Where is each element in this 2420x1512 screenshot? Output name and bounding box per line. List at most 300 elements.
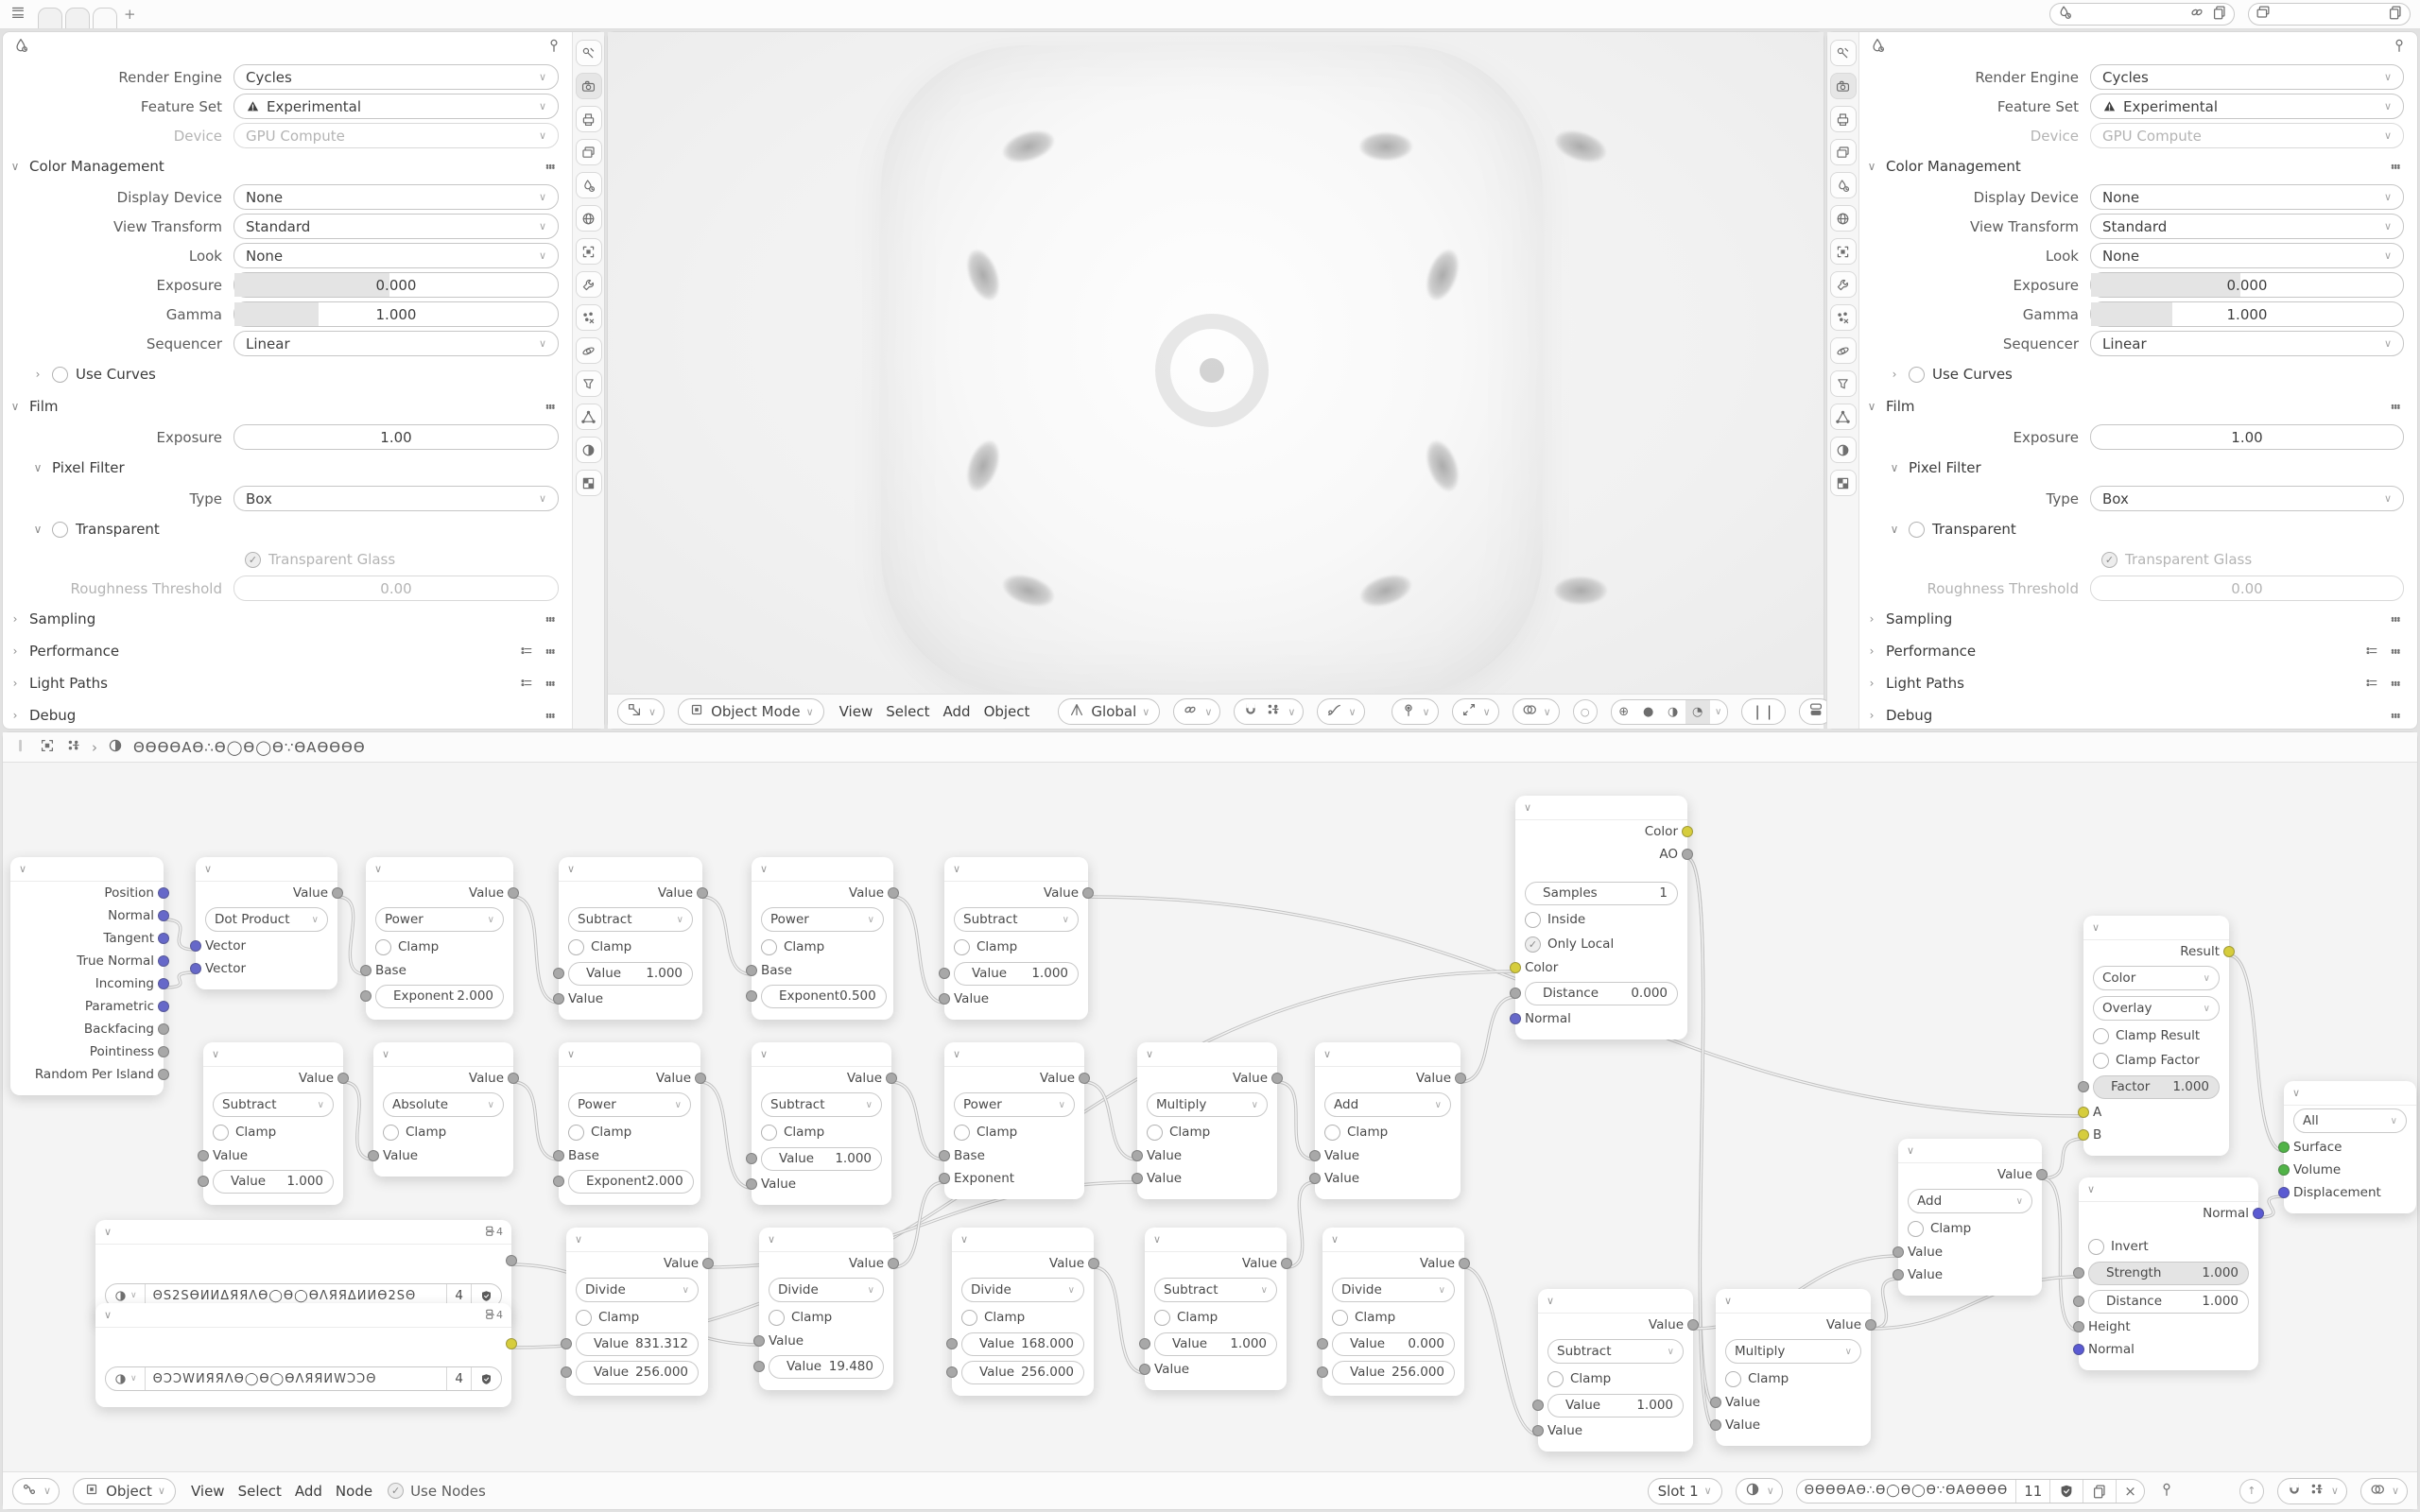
node-checkbox-clamp[interactable]: Clamp bbox=[568, 1125, 631, 1141]
socket-in[interactable] bbox=[190, 963, 201, 974]
collapse-icon[interactable]: ∨ bbox=[204, 863, 213, 875]
node-operation-dropdown[interactable]: Multiply ∨ bbox=[1147, 1092, 1268, 1117]
node-pow2[interactable] bbox=[752, 857, 893, 1020]
dropdown-type[interactable] bbox=[233, 486, 559, 511]
node-operation-dropdown[interactable]: Add ∨ bbox=[1908, 1189, 2032, 1213]
properties-tab-world[interactable] bbox=[576, 205, 602, 232]
socket-in[interactable] bbox=[553, 993, 564, 1005]
section-film[interactable] bbox=[9, 390, 559, 422]
node-value-field-value[interactable]: Value 831.312 bbox=[576, 1332, 699, 1356]
disclosure-triangle[interactable]: › bbox=[1869, 677, 1875, 690]
node-value-field-value[interactable]: Value 256.000 bbox=[961, 1361, 1084, 1384]
node-header[interactable] bbox=[373, 1042, 513, 1067]
properties-tab-object[interactable] bbox=[1830, 238, 1857, 265]
properties-tab-view-layer[interactable] bbox=[1830, 139, 1857, 165]
socket-out[interactable] bbox=[2036, 1169, 2048, 1180]
node-mix[interactable] bbox=[2083, 916, 2229, 1156]
node-operation-dropdown[interactable]: Power ∨ bbox=[761, 907, 884, 932]
properties-tab-texture[interactable] bbox=[1830, 470, 1857, 496]
section-light-paths[interactable] bbox=[9, 667, 559, 699]
value-field-exposure[interactable] bbox=[233, 424, 559, 450]
node-header[interactable] bbox=[95, 1220, 511, 1245]
dropdown-type[interactable] bbox=[2090, 486, 2404, 511]
scene-selector[interactable] bbox=[2049, 3, 2235, 26]
node-operation-dropdown[interactable]: Subtract ∨ bbox=[213, 1092, 334, 1117]
section-performance[interactable] bbox=[1865, 635, 2404, 667]
node-header[interactable] bbox=[559, 1042, 700, 1067]
socket-in[interactable] bbox=[553, 1176, 564, 1187]
socket-in[interactable] bbox=[939, 1173, 950, 1184]
dropdown-feature-set[interactable] bbox=[2090, 94, 2404, 119]
value-field-roughness-threshold[interactable] bbox=[2090, 576, 2404, 601]
node-header[interactable] bbox=[2079, 1177, 2258, 1202]
new-scene-icon[interactable] bbox=[2211, 4, 2228, 25]
socket-out[interactable] bbox=[1682, 849, 1693, 860]
socket-in[interactable] bbox=[2073, 1267, 2084, 1279]
collapse-icon[interactable]: ∨ bbox=[1331, 1233, 1340, 1246]
socket-out[interactable] bbox=[508, 1073, 519, 1084]
shading-material-button[interactable]: ◑ bbox=[1668, 704, 1679, 719]
node-header[interactable] bbox=[2284, 1081, 2416, 1106]
section-use-curves[interactable] bbox=[9, 358, 559, 390]
section-performance[interactable] bbox=[9, 635, 559, 667]
node-value-field-value[interactable]: Value 1.000 bbox=[761, 1147, 882, 1171]
pin-icon[interactable] bbox=[2158, 1481, 2175, 1502]
socket-in[interactable] bbox=[1139, 1364, 1150, 1375]
app-menu-icon[interactable] bbox=[9, 4, 26, 25]
node-value-field-exponent[interactable]: Exponent 2.000 bbox=[568, 1170, 694, 1194]
socket-out[interactable] bbox=[1687, 1319, 1699, 1331]
node-checkbox-clamp-factor[interactable]: Clamp Factor bbox=[2093, 1053, 2200, 1069]
node-header[interactable] bbox=[1538, 1289, 1693, 1314]
socket-in[interactable] bbox=[753, 1335, 765, 1347]
node-sub5[interactable] bbox=[1145, 1228, 1287, 1390]
disclosure-triangle[interactable]: › bbox=[12, 709, 18, 722]
node-operation-dropdown[interactable]: Multiply ∨ bbox=[1725, 1339, 1861, 1364]
socket-out[interactable] bbox=[702, 1258, 714, 1269]
viewport-menu-object[interactable]: Object bbox=[983, 703, 1030, 720]
socket-out[interactable] bbox=[332, 887, 343, 899]
dropdown-view-transform[interactable] bbox=[233, 214, 559, 239]
region-handle-icon[interactable] bbox=[12, 737, 29, 758]
properties-tab-view-layer[interactable] bbox=[576, 139, 602, 165]
dropdown-look[interactable] bbox=[233, 243, 559, 268]
properties-tab-modifiers[interactable] bbox=[576, 271, 602, 298]
value-field-gamma[interactable] bbox=[2090, 301, 2404, 327]
use-nodes-checkbox[interactable]: ✓ bbox=[388, 1483, 404, 1499]
node-header[interactable] bbox=[196, 857, 337, 882]
section-color-management[interactable] bbox=[1865, 150, 2404, 182]
properties-tab-particles[interactable] bbox=[576, 304, 602, 331]
socket-out[interactable] bbox=[337, 1073, 349, 1084]
checkbox-use-curves[interactable] bbox=[1909, 367, 1925, 383]
socket-in[interactable] bbox=[561, 1338, 572, 1349]
node-checkbox-clamp[interactable]: Clamp bbox=[1908, 1221, 1971, 1237]
properties-tab-scene[interactable] bbox=[1830, 172, 1857, 198]
node-output[interactable] bbox=[2284, 1081, 2416, 1213]
overlays-dropdown[interactable]: ∨ bbox=[1452, 698, 1499, 725]
socket-in[interactable] bbox=[561, 1366, 572, 1378]
node-pow4[interactable] bbox=[944, 1042, 1084, 1199]
check-row-transparent-glass[interactable] bbox=[9, 545, 559, 574]
socket-out[interactable] bbox=[506, 1338, 517, 1349]
socket-in[interactable] bbox=[198, 1176, 209, 1187]
unlink-material-button[interactable]: × bbox=[2124, 1482, 2136, 1500]
socket-in[interactable] bbox=[1893, 1269, 1904, 1280]
node-div3[interactable] bbox=[952, 1228, 1094, 1396]
disclosure-triangle[interactable]: ∨ bbox=[1867, 400, 1876, 413]
node-add1[interactable] bbox=[1315, 1042, 1461, 1199]
socket-in[interactable] bbox=[2073, 1296, 2084, 1307]
node-header[interactable] bbox=[366, 857, 513, 882]
socket-in[interactable] bbox=[1139, 1338, 1150, 1349]
node-operation-dropdown[interactable]: All ∨ bbox=[2293, 1108, 2407, 1133]
properties-tab-physics[interactable] bbox=[576, 337, 602, 364]
node-operation-dropdown[interactable]: Subtract ∨ bbox=[761, 1092, 882, 1117]
node-value-field-value[interactable]: Value 256.000 bbox=[576, 1361, 699, 1384]
socket-in[interactable] bbox=[1510, 1013, 1521, 1024]
value-field-exposure[interactable] bbox=[2090, 424, 2404, 450]
node-abs[interactable] bbox=[373, 1042, 513, 1177]
fake-user-shield-button[interactable] bbox=[472, 1367, 501, 1390]
collapse-icon[interactable]: ∨ bbox=[2092, 921, 2100, 934]
node-value-field-factor[interactable]: Factor 1.000 bbox=[2093, 1075, 2220, 1099]
socket-in[interactable] bbox=[2078, 1107, 2089, 1118]
workspace-tab-2[interactable] bbox=[65, 8, 90, 28]
node-checkbox-only-local[interactable]: ✓ Only Local bbox=[1525, 936, 1614, 953]
dropdown-device[interactable] bbox=[2090, 123, 2404, 148]
shading-solid-button[interactable]: ● bbox=[1643, 704, 1654, 719]
socket-in[interactable] bbox=[939, 1150, 950, 1161]
node-header[interactable] bbox=[95, 1303, 511, 1328]
disclosure-triangle[interactable]: › bbox=[12, 677, 18, 690]
node-header[interactable] bbox=[566, 1228, 708, 1252]
node-value-field-value[interactable]: Value 1.000 bbox=[568, 962, 693, 986]
collapse-icon[interactable]: ∨ bbox=[212, 1048, 220, 1060]
socket-in[interactable] bbox=[746, 965, 757, 976]
collapse-icon[interactable]: ∨ bbox=[2087, 1183, 2096, 1195]
fake-user-shield-button[interactable] bbox=[2050, 1480, 2083, 1503]
collapse-icon[interactable]: ∨ bbox=[953, 1048, 961, 1060]
node-value-field-value[interactable]: Value 1.000 bbox=[213, 1170, 334, 1194]
value-field-exposure[interactable] bbox=[2090, 272, 2404, 298]
node-value-field-value[interactable]: Value 1.000 bbox=[1547, 1394, 1684, 1418]
node-checkbox-clamp[interactable]: Clamp bbox=[568, 939, 631, 955]
properties-tab-constraints[interactable] bbox=[576, 370, 602, 397]
properties-tab-physics[interactable] bbox=[1830, 337, 1857, 364]
properties-tab-scene[interactable] bbox=[576, 172, 602, 198]
node-sub3[interactable] bbox=[203, 1042, 343, 1205]
dropdown-sequencer[interactable] bbox=[2090, 331, 2404, 356]
node-header[interactable] bbox=[203, 1042, 343, 1067]
node-div2[interactable] bbox=[759, 1228, 893, 1390]
section-sampling[interactable] bbox=[1865, 603, 2404, 635]
snapping-dropdown[interactable]: ∨ bbox=[1173, 698, 1220, 725]
node-checkbox-clamp[interactable]: Clamp bbox=[375, 939, 439, 955]
collapse-icon[interactable]: ∨ bbox=[1323, 1048, 1332, 1060]
node-checkbox-clamp[interactable]: Clamp bbox=[1332, 1310, 1395, 1326]
node-header[interactable] bbox=[2083, 916, 2229, 940]
socket-out[interactable] bbox=[158, 910, 169, 921]
socket-out[interactable] bbox=[697, 887, 708, 899]
socket-out[interactable] bbox=[888, 1258, 899, 1269]
node-mul1[interactable] bbox=[1137, 1042, 1277, 1199]
properties-tab-tool[interactable] bbox=[1830, 40, 1857, 66]
collapse-icon[interactable]: ∨ bbox=[567, 863, 576, 875]
dropdown-render-engine[interactable] bbox=[2090, 64, 2404, 90]
dropdown-device[interactable] bbox=[233, 123, 559, 148]
material-slot-dropdown[interactable]: Slot 1 ∨ bbox=[1648, 1478, 1722, 1504]
node-value-field-value[interactable]: Value 0.000 bbox=[1332, 1332, 1455, 1356]
properties-tab-world[interactable] bbox=[1830, 205, 1857, 232]
socket-out[interactable] bbox=[1082, 887, 1094, 899]
node-operation-dropdown[interactable]: Color ∨ bbox=[2093, 966, 2220, 990]
properties-tab-tool[interactable] bbox=[576, 40, 602, 66]
socket-in[interactable] bbox=[190, 940, 201, 952]
node-operation-dropdown[interactable]: Divide ∨ bbox=[576, 1278, 699, 1302]
disclosure-triangle[interactable]: › bbox=[1869, 644, 1875, 658]
node-editor-menu-select[interactable]: Select bbox=[237, 1482, 282, 1500]
node-checkbox-clamp[interactable]: Clamp bbox=[769, 1310, 832, 1326]
section-film[interactable] bbox=[1865, 390, 2404, 422]
dropdown-feature-set[interactable] bbox=[233, 94, 559, 119]
node-pow3[interactable] bbox=[559, 1042, 700, 1205]
node-checkbox-clamp[interactable]: Clamp bbox=[1324, 1125, 1388, 1141]
shader-type-dropdown[interactable]: Object ∨ bbox=[73, 1478, 176, 1504]
socket-in[interactable] bbox=[2078, 1129, 2089, 1141]
properties-tab-render[interactable] bbox=[1830, 73, 1857, 99]
socket-in[interactable] bbox=[2073, 1344, 2084, 1355]
collapse-icon[interactable]: ∨ bbox=[382, 1048, 390, 1060]
node-operation-dropdown[interactable]: Add ∨ bbox=[1324, 1092, 1451, 1117]
browse-texture-button[interactable]: ∨ bbox=[106, 1284, 146, 1307]
value-field-gamma[interactable] bbox=[233, 301, 559, 327]
node-checkbox-clamp[interactable]: Clamp bbox=[213, 1125, 276, 1141]
transform-orientation-dropdown[interactable]: Global ∨ bbox=[1058, 698, 1160, 725]
shading-dropdown[interactable]: ∨ bbox=[1715, 706, 1722, 717]
node-bump[interactable] bbox=[2079, 1177, 2258, 1370]
section-pixel-filter[interactable] bbox=[1865, 452, 2404, 484]
node-header[interactable] bbox=[1145, 1228, 1287, 1252]
node-value-field-value[interactable]: Value 1.000 bbox=[954, 962, 1079, 986]
node-operation-dropdown[interactable]: Power ∨ bbox=[954, 1092, 1075, 1117]
value-field-roughness-threshold[interactable] bbox=[233, 576, 559, 601]
socket-in[interactable] bbox=[1710, 1419, 1721, 1431]
material-name-field[interactable]: ΘѲѲѲAѲ∴Ѳ◯Ѳ◯Ѳ∵ѲAѲѲѲѲ 11 × bbox=[1796, 1479, 2145, 1503]
socket-in[interactable] bbox=[2073, 1321, 2084, 1332]
collapse-icon[interactable]: ∨ bbox=[1547, 1295, 1555, 1307]
socket-out[interactable] bbox=[2253, 1208, 2264, 1219]
socket-in[interactable] bbox=[1309, 1150, 1321, 1161]
node-checkbox-clamp[interactable]: Clamp bbox=[1147, 1125, 1210, 1141]
editor-type-button[interactable]: ∨ bbox=[12, 1478, 60, 1504]
node-checkbox-clamp[interactable]: Clamp bbox=[954, 939, 1017, 955]
socket-out[interactable] bbox=[508, 887, 519, 899]
check-row-transparent-glass[interactable] bbox=[1865, 545, 2404, 574]
disclosure-triangle[interactable]: ∨ bbox=[1890, 523, 1899, 536]
node-header[interactable] bbox=[944, 857, 1088, 882]
disclosure-triangle[interactable]: ∨ bbox=[33, 523, 43, 536]
checkbox-use-curves[interactable] bbox=[52, 367, 68, 383]
disclosure-triangle[interactable]: ∨ bbox=[1890, 461, 1899, 474]
node-header[interactable] bbox=[759, 1228, 893, 1252]
node-value-field-value[interactable]: Value 256.000 bbox=[1332, 1361, 1455, 1384]
properties-tab-particles[interactable] bbox=[1830, 304, 1857, 331]
section-debug[interactable] bbox=[9, 699, 559, 731]
collapse-icon[interactable]: ∨ bbox=[1524, 801, 1532, 814]
shading-wireframe-button[interactable]: ⊕ bbox=[1618, 704, 1630, 719]
section-light-paths[interactable] bbox=[1865, 667, 2404, 699]
socket-in[interactable] bbox=[1532, 1425, 1544, 1436]
use-nodes-toggle[interactable]: ✓ Use Nodes bbox=[388, 1483, 486, 1500]
texture-name-field[interactable]: ∨ ΘЅ2ЅѲИИΔЯЯΛѲ◯Ѳ◯ѲΛЯЯΔИИѲ2ЅΘ 4 bbox=[105, 1283, 502, 1308]
socket-out[interactable] bbox=[1088, 1258, 1099, 1269]
socket-in[interactable] bbox=[746, 1153, 757, 1164]
collapse-icon[interactable]: ∨ bbox=[760, 863, 769, 875]
collapse-icon[interactable]: ∨ bbox=[2292, 1087, 2301, 1099]
node-operation-dropdown[interactable]: Divide ∨ bbox=[1332, 1278, 1455, 1302]
node-checkbox-clamp[interactable]: Clamp bbox=[761, 1125, 824, 1141]
viewport-menu-view[interactable]: View bbox=[838, 703, 873, 720]
node-operation-dropdown[interactable]: Subtract ∨ bbox=[954, 907, 1079, 932]
checkbox-transparent-glass[interactable]: ✓ bbox=[245, 552, 261, 568]
disclosure-triangle[interactable]: › bbox=[12, 612, 18, 626]
node-checkbox-clamp[interactable]: Clamp bbox=[383, 1125, 446, 1141]
browse-texture-button[interactable]: ∨ bbox=[106, 1367, 146, 1390]
disclosure-triangle[interactable]: ∨ bbox=[10, 160, 20, 173]
collapse-icon[interactable]: ∨ bbox=[760, 1048, 769, 1060]
node-header[interactable] bbox=[1322, 1228, 1464, 1252]
node-header[interactable] bbox=[1315, 1042, 1461, 1067]
pin-icon[interactable] bbox=[2391, 37, 2408, 58]
pause-render-button[interactable]: ❘❘ bbox=[1741, 698, 1786, 725]
disclosure-triangle[interactable]: ∨ bbox=[1867, 160, 1876, 173]
socket-in[interactable] bbox=[360, 990, 372, 1002]
section-pixel-filter[interactable] bbox=[9, 452, 559, 484]
node-value-field-exponent[interactable]: Exponent 0.500 bbox=[761, 985, 887, 1008]
collapse-icon[interactable]: ∨ bbox=[960, 1233, 969, 1246]
node-checkbox-clamp[interactable]: Clamp bbox=[961, 1310, 1025, 1326]
socket-in[interactable] bbox=[2078, 1081, 2089, 1092]
node-value-field-samples[interactable]: Samples 1 bbox=[1525, 882, 1678, 905]
node-checkbox-clamp-result[interactable]: Clamp Result bbox=[2093, 1028, 2200, 1044]
node-header[interactable] bbox=[752, 857, 893, 882]
dropdown-sequencer[interactable] bbox=[233, 331, 559, 356]
browse-material-button[interactable]: ∨ bbox=[1736, 1478, 1783, 1504]
socket-out[interactable] bbox=[1865, 1319, 1876, 1331]
socket-in[interactable] bbox=[1510, 988, 1521, 999]
socket-out[interactable] bbox=[1455, 1073, 1466, 1084]
node-operation-dropdown[interactable]: Dot Product ∨ bbox=[205, 907, 328, 932]
socket-out[interactable] bbox=[158, 933, 169, 944]
checkbox-transparent[interactable] bbox=[1909, 522, 1925, 538]
node-header[interactable] bbox=[952, 1228, 1094, 1252]
node-checkbox-clamp[interactable]: Clamp bbox=[1154, 1310, 1218, 1326]
socket-in[interactable] bbox=[360, 965, 372, 976]
node-header[interactable] bbox=[752, 1042, 891, 1067]
checkbox-transparent-glass[interactable]: ✓ bbox=[2101, 552, 2118, 568]
dropdown-render-engine[interactable] bbox=[233, 64, 559, 90]
value-field-exposure[interactable] bbox=[233, 272, 559, 298]
node-sub2[interactable] bbox=[944, 857, 1088, 1020]
node-value-field-distance[interactable]: Distance 1.000 bbox=[2088, 1290, 2249, 1314]
dropdown-display-device[interactable] bbox=[233, 184, 559, 210]
socket-in[interactable] bbox=[1510, 962, 1521, 973]
properties-tab-material[interactable] bbox=[1830, 437, 1857, 463]
socket-out[interactable] bbox=[158, 1001, 169, 1012]
material-users-count[interactable]: 11 bbox=[2016, 1480, 2050, 1503]
properties-tab-output[interactable] bbox=[576, 106, 602, 132]
shader-node-editor[interactable] bbox=[2, 731, 2418, 1510]
socket-in[interactable] bbox=[939, 968, 950, 979]
properties-tab-output[interactable] bbox=[1830, 106, 1857, 132]
disclosure-triangle[interactable]: › bbox=[1869, 612, 1875, 626]
node-geometry[interactable] bbox=[10, 857, 164, 1095]
node-operation-dropdown[interactable]: Subtract ∨ bbox=[1154, 1278, 1277, 1302]
node-div4[interactable] bbox=[1322, 1228, 1464, 1396]
node-value-field-distance[interactable]: Distance 0.000 bbox=[1525, 982, 1678, 1005]
disclosure-triangle[interactable]: ∨ bbox=[33, 461, 43, 474]
viewport-menu-add[interactable]: Add bbox=[942, 703, 971, 720]
node-mul2[interactable] bbox=[1716, 1289, 1871, 1446]
node-add2[interactable] bbox=[1898, 1139, 2042, 1296]
properties-tab-object[interactable] bbox=[576, 238, 602, 265]
node-value-field-value[interactable]: Value 168.000 bbox=[961, 1332, 1084, 1356]
node-header[interactable] bbox=[944, 1042, 1084, 1067]
socket-out[interactable] bbox=[158, 1046, 169, 1057]
socket-out[interactable] bbox=[1682, 826, 1693, 837]
go-to-parent-button[interactable]: ↑ bbox=[2239, 1479, 2264, 1503]
node-editor-menu-node[interactable]: Node bbox=[335, 1482, 373, 1500]
node-checkbox-clamp[interactable]: Clamp bbox=[1725, 1371, 1789, 1387]
node-sub6[interactable] bbox=[1538, 1289, 1693, 1452]
dropdown-look[interactable] bbox=[2090, 243, 2404, 268]
socket-in[interactable] bbox=[553, 968, 564, 979]
disclosure-triangle[interactable]: › bbox=[1892, 368, 1897, 381]
proportional-editing-dropdown[interactable]: ∨ bbox=[1317, 698, 1364, 725]
socket-out[interactable] bbox=[1079, 1073, 1090, 1084]
socket-in[interactable] bbox=[2278, 1164, 2290, 1176]
socket-out[interactable] bbox=[158, 978, 169, 989]
snap-toggle[interactable]: ∨ bbox=[2277, 1478, 2347, 1504]
disclosure-triangle[interactable]: › bbox=[35, 368, 41, 381]
socket-in[interactable] bbox=[1132, 1150, 1143, 1161]
section-use-curves[interactable] bbox=[1865, 358, 2404, 390]
node-checkbox-clamp[interactable]: Clamp bbox=[954, 1125, 1017, 1141]
node-tex2[interactable] bbox=[95, 1303, 511, 1407]
node-div1[interactable] bbox=[566, 1228, 708, 1396]
workspace-tab-3[interactable] bbox=[93, 8, 117, 28]
socket-in[interactable] bbox=[946, 1338, 958, 1349]
overlays-dropdown[interactable]: ∨ bbox=[2360, 1478, 2408, 1504]
texture-users-count[interactable]: 4 bbox=[447, 1284, 472, 1307]
disclosure-triangle[interactable]: ∨ bbox=[10, 400, 20, 413]
socket-in[interactable] bbox=[753, 1361, 765, 1372]
scene-name-input[interactable] bbox=[2079, 6, 2183, 23]
node-value-field-value[interactable]: Value 19.480 bbox=[769, 1355, 884, 1379]
node-dot[interactable] bbox=[196, 857, 337, 989]
node-checkbox-inside[interactable]: Inside bbox=[1525, 912, 1585, 928]
node-header[interactable] bbox=[559, 857, 702, 882]
collapse-icon[interactable]: ∨ bbox=[575, 1233, 583, 1246]
node-operation-dropdown[interactable]: Power ∨ bbox=[375, 907, 504, 932]
node-editor-menu-view[interactable]: View bbox=[190, 1482, 225, 1500]
properties-tab-modifiers[interactable] bbox=[1830, 271, 1857, 298]
socket-in[interactable] bbox=[1893, 1246, 1904, 1258]
socket-in[interactable] bbox=[2278, 1187, 2290, 1198]
socket-in[interactable] bbox=[1317, 1366, 1328, 1378]
properties-tab-constraints[interactable] bbox=[1830, 370, 1857, 397]
